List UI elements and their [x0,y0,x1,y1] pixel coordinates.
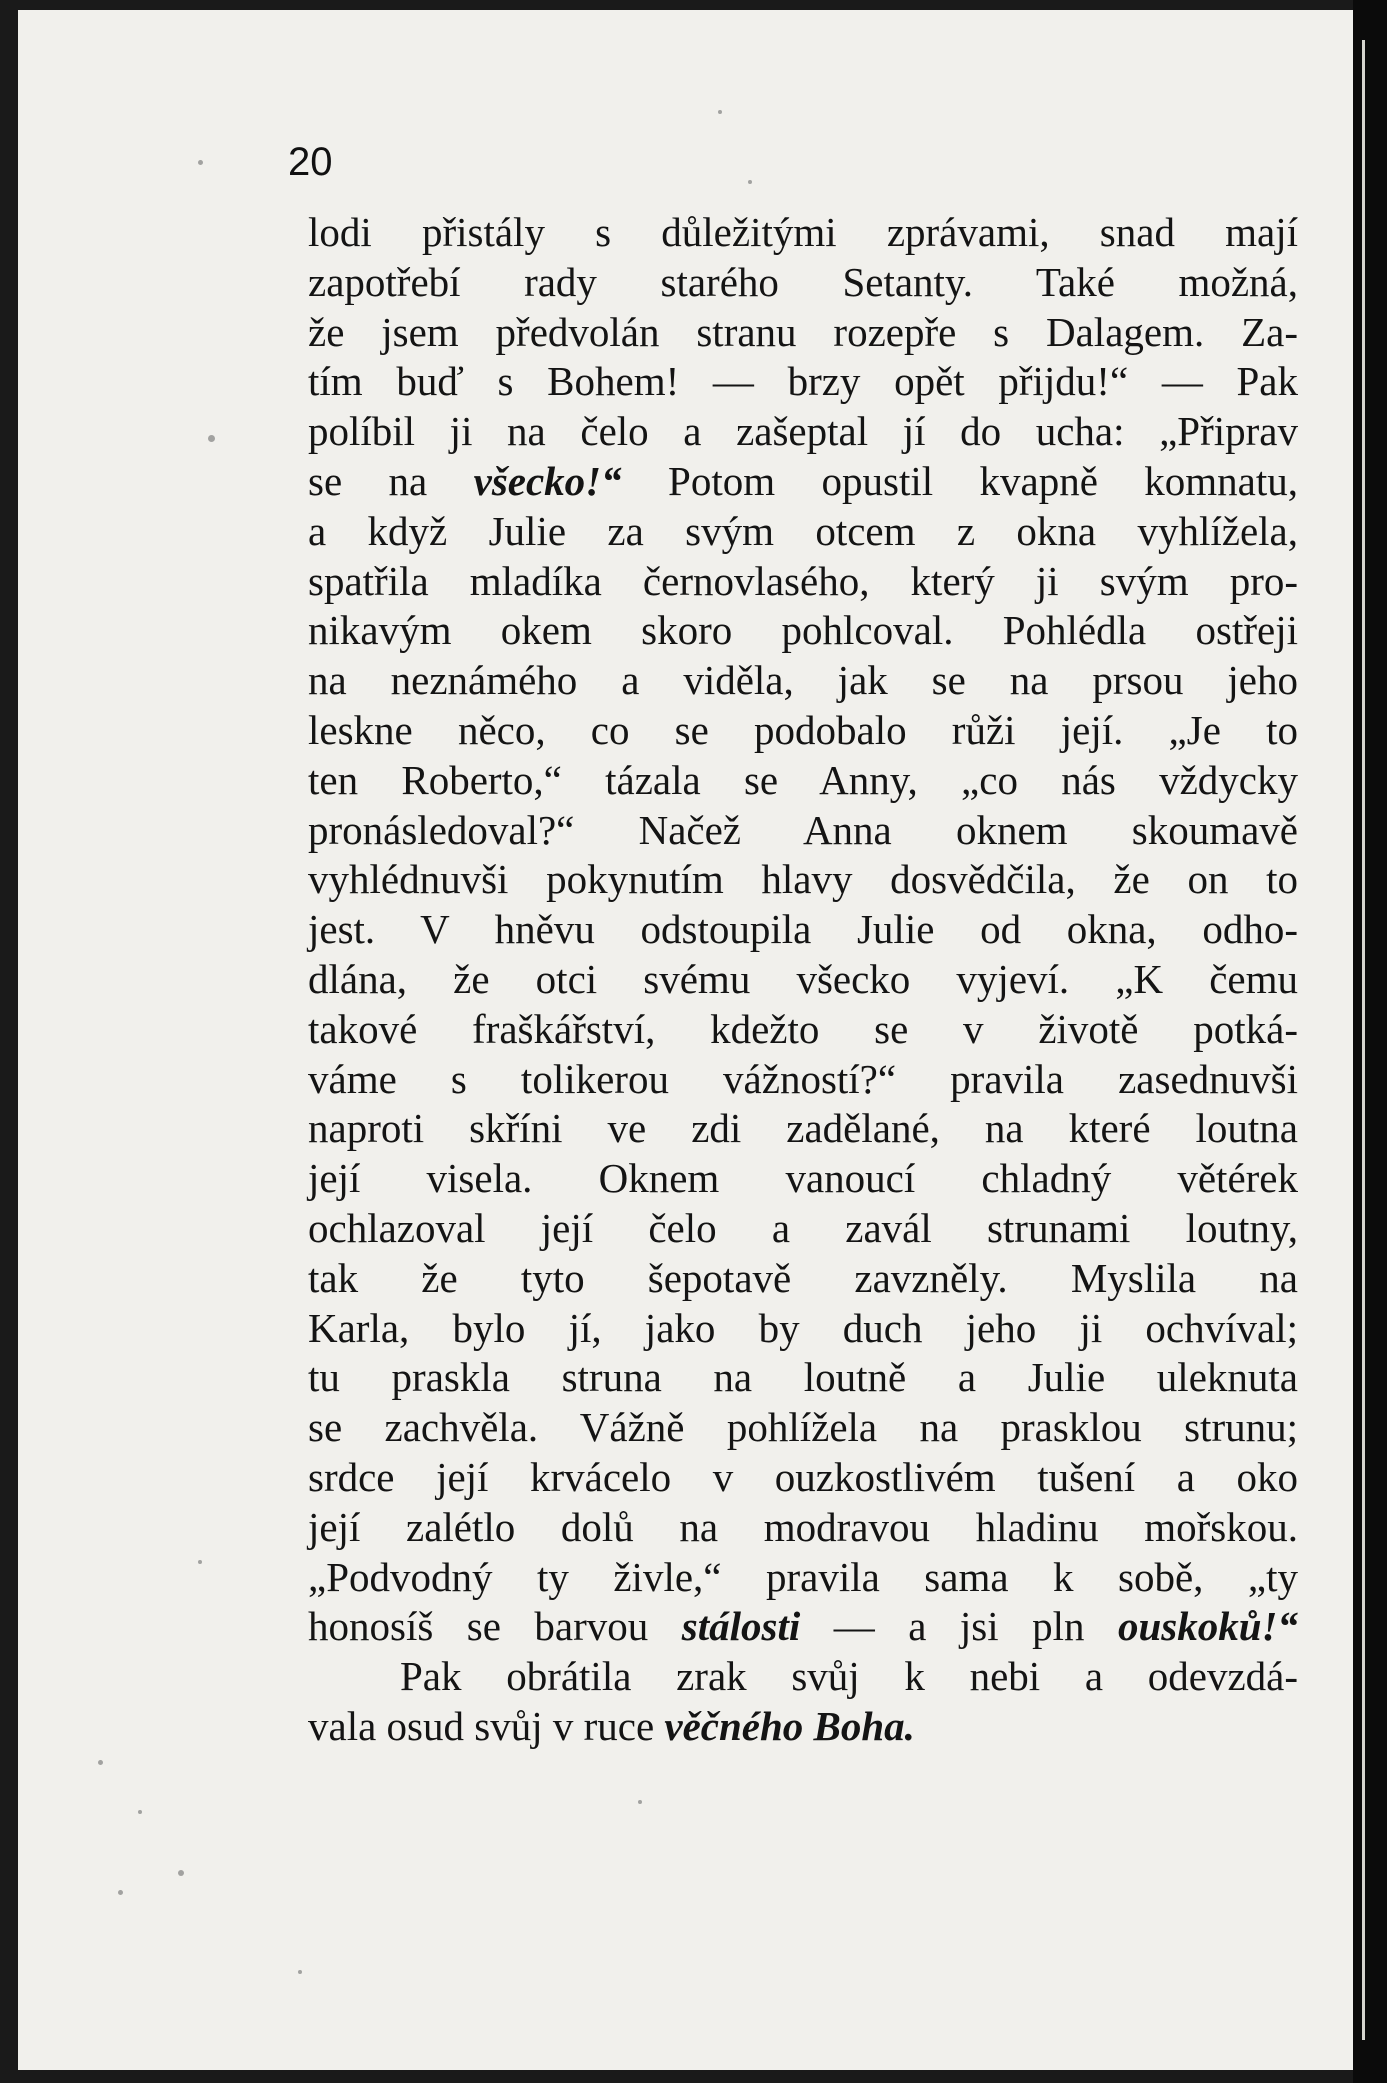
text-line: „Podvodný ty živle,“ pravila sama k sobě, „ty [308,1553,1298,1600]
text-line: ochlazoval její čelo a zavál strunami loutny, [308,1204,1298,1251]
text-line: dlána, že otci svému všecko vyjeví. „K čemu [308,955,1298,1002]
book-page [18,10,1353,2070]
emphasized-text: všecko!“ [473,457,622,504]
text-line: pronásledoval?“ Načež Anna oknem skoumavě [308,806,1298,853]
paper-speck [638,1800,642,1804]
emphasized-text: věčného Boha. [664,1702,915,1749]
text-line: její zalétlo dolů na modravou hladinu mořskou. [308,1503,1298,1550]
text-line: srdce její krvácelo v ouzkostlivém tušení a oko [308,1453,1298,1500]
text-line: a když Julie za svým otcem z okna vyhlížela, [308,507,1298,554]
text-line: váme s tolikerou vážností?“ pravila zasednuvši [308,1055,1298,1102]
binding-line [1362,40,1365,2040]
paper-speck [748,180,752,184]
paper-speck [208,435,215,442]
text-line: leskne něco, co se podobalo růži její. „Je to [308,706,1298,753]
text-line: lodi přistály s důležitými zprávami, snad mají [308,209,1298,255]
text-line: tak že tyto šepotavě zavzněly. Myslila na [308,1254,1298,1301]
text-line: políbil ji na čelo a zašeptal jí do ucha: „Připrav [308,408,1298,455]
paper-speck [718,110,722,114]
text-line: Karla, bylo jí, jako by duch jeho ji ochvíval; [308,1304,1298,1351]
text-line: naproti skříni ve zdi zadělané, na které loutna [308,1105,1298,1152]
text-segment: honosíš se barvou [308,1603,682,1650]
text-line: nikavým okem skoro pohlcoval. Pohlédla ostřeji [308,607,1298,654]
text-segment: — a jsi pln [800,1603,1118,1650]
text-line [308,1702,1298,1752]
text-line: tím buď s Bohem! — brzy opět přijdu!“ — Pak [308,358,1298,405]
paper-speck [138,1810,142,1814]
emphasized-text: ouskoků!“ [1118,1603,1299,1650]
paper-speck [298,1970,302,1974]
paper-speck [98,1760,103,1765]
text-line: spatřila mladíka černovlasého, který ji svým pro- [308,557,1298,604]
binding-edge [1353,0,1387,2083]
paper-speck [178,1870,184,1876]
emphasized-text: stálosti [681,1603,801,1650]
body-text [308,208,1298,1752]
text-line: ten Roberto,“ tázala se Anny, „co nás vždycky [308,756,1298,803]
text-line: že jsem předvolán stranu rozepře s Dalagem. Za- [308,308,1298,355]
text-line: tu praskla struna na loutně a Julie uleknuta [308,1354,1298,1401]
text-line: na neznámého a viděla, jak se na prsou jeho [308,657,1298,704]
paper-speck [198,160,203,165]
text-segment: se na [308,457,474,504]
text-line: vyhlédnuvši pokynutím hlavy dosvědčila, že on to [308,856,1298,903]
text-line: se zachvěla. Vážně pohlížela na prasklou strunu; [308,1404,1298,1451]
text-line: takové fraškářství, kdežto se v životě potká- [308,1005,1298,1052]
text-line: jest. V hněvu odstoupila Julie od okna, odho- [308,906,1298,953]
text-line: její visela. Oknem vanoucí chladný větérek [308,1155,1298,1202]
text-line: zapotřebí rady starého Setanty. Také možná, [308,258,1298,305]
text-line [308,457,1298,507]
text-segment: Potom opustil kvapně komnatu, [621,457,1299,504]
text-segment: vala osud svůj v ruce [308,1702,665,1749]
paper-speck [118,1890,123,1895]
text-line [308,1602,1298,1652]
page-number: 20 [288,140,333,184]
text-line: Pak obrátila zrak svůj k nebi a odevzdá- [400,1653,1298,1700]
paper-speck [198,1560,202,1564]
